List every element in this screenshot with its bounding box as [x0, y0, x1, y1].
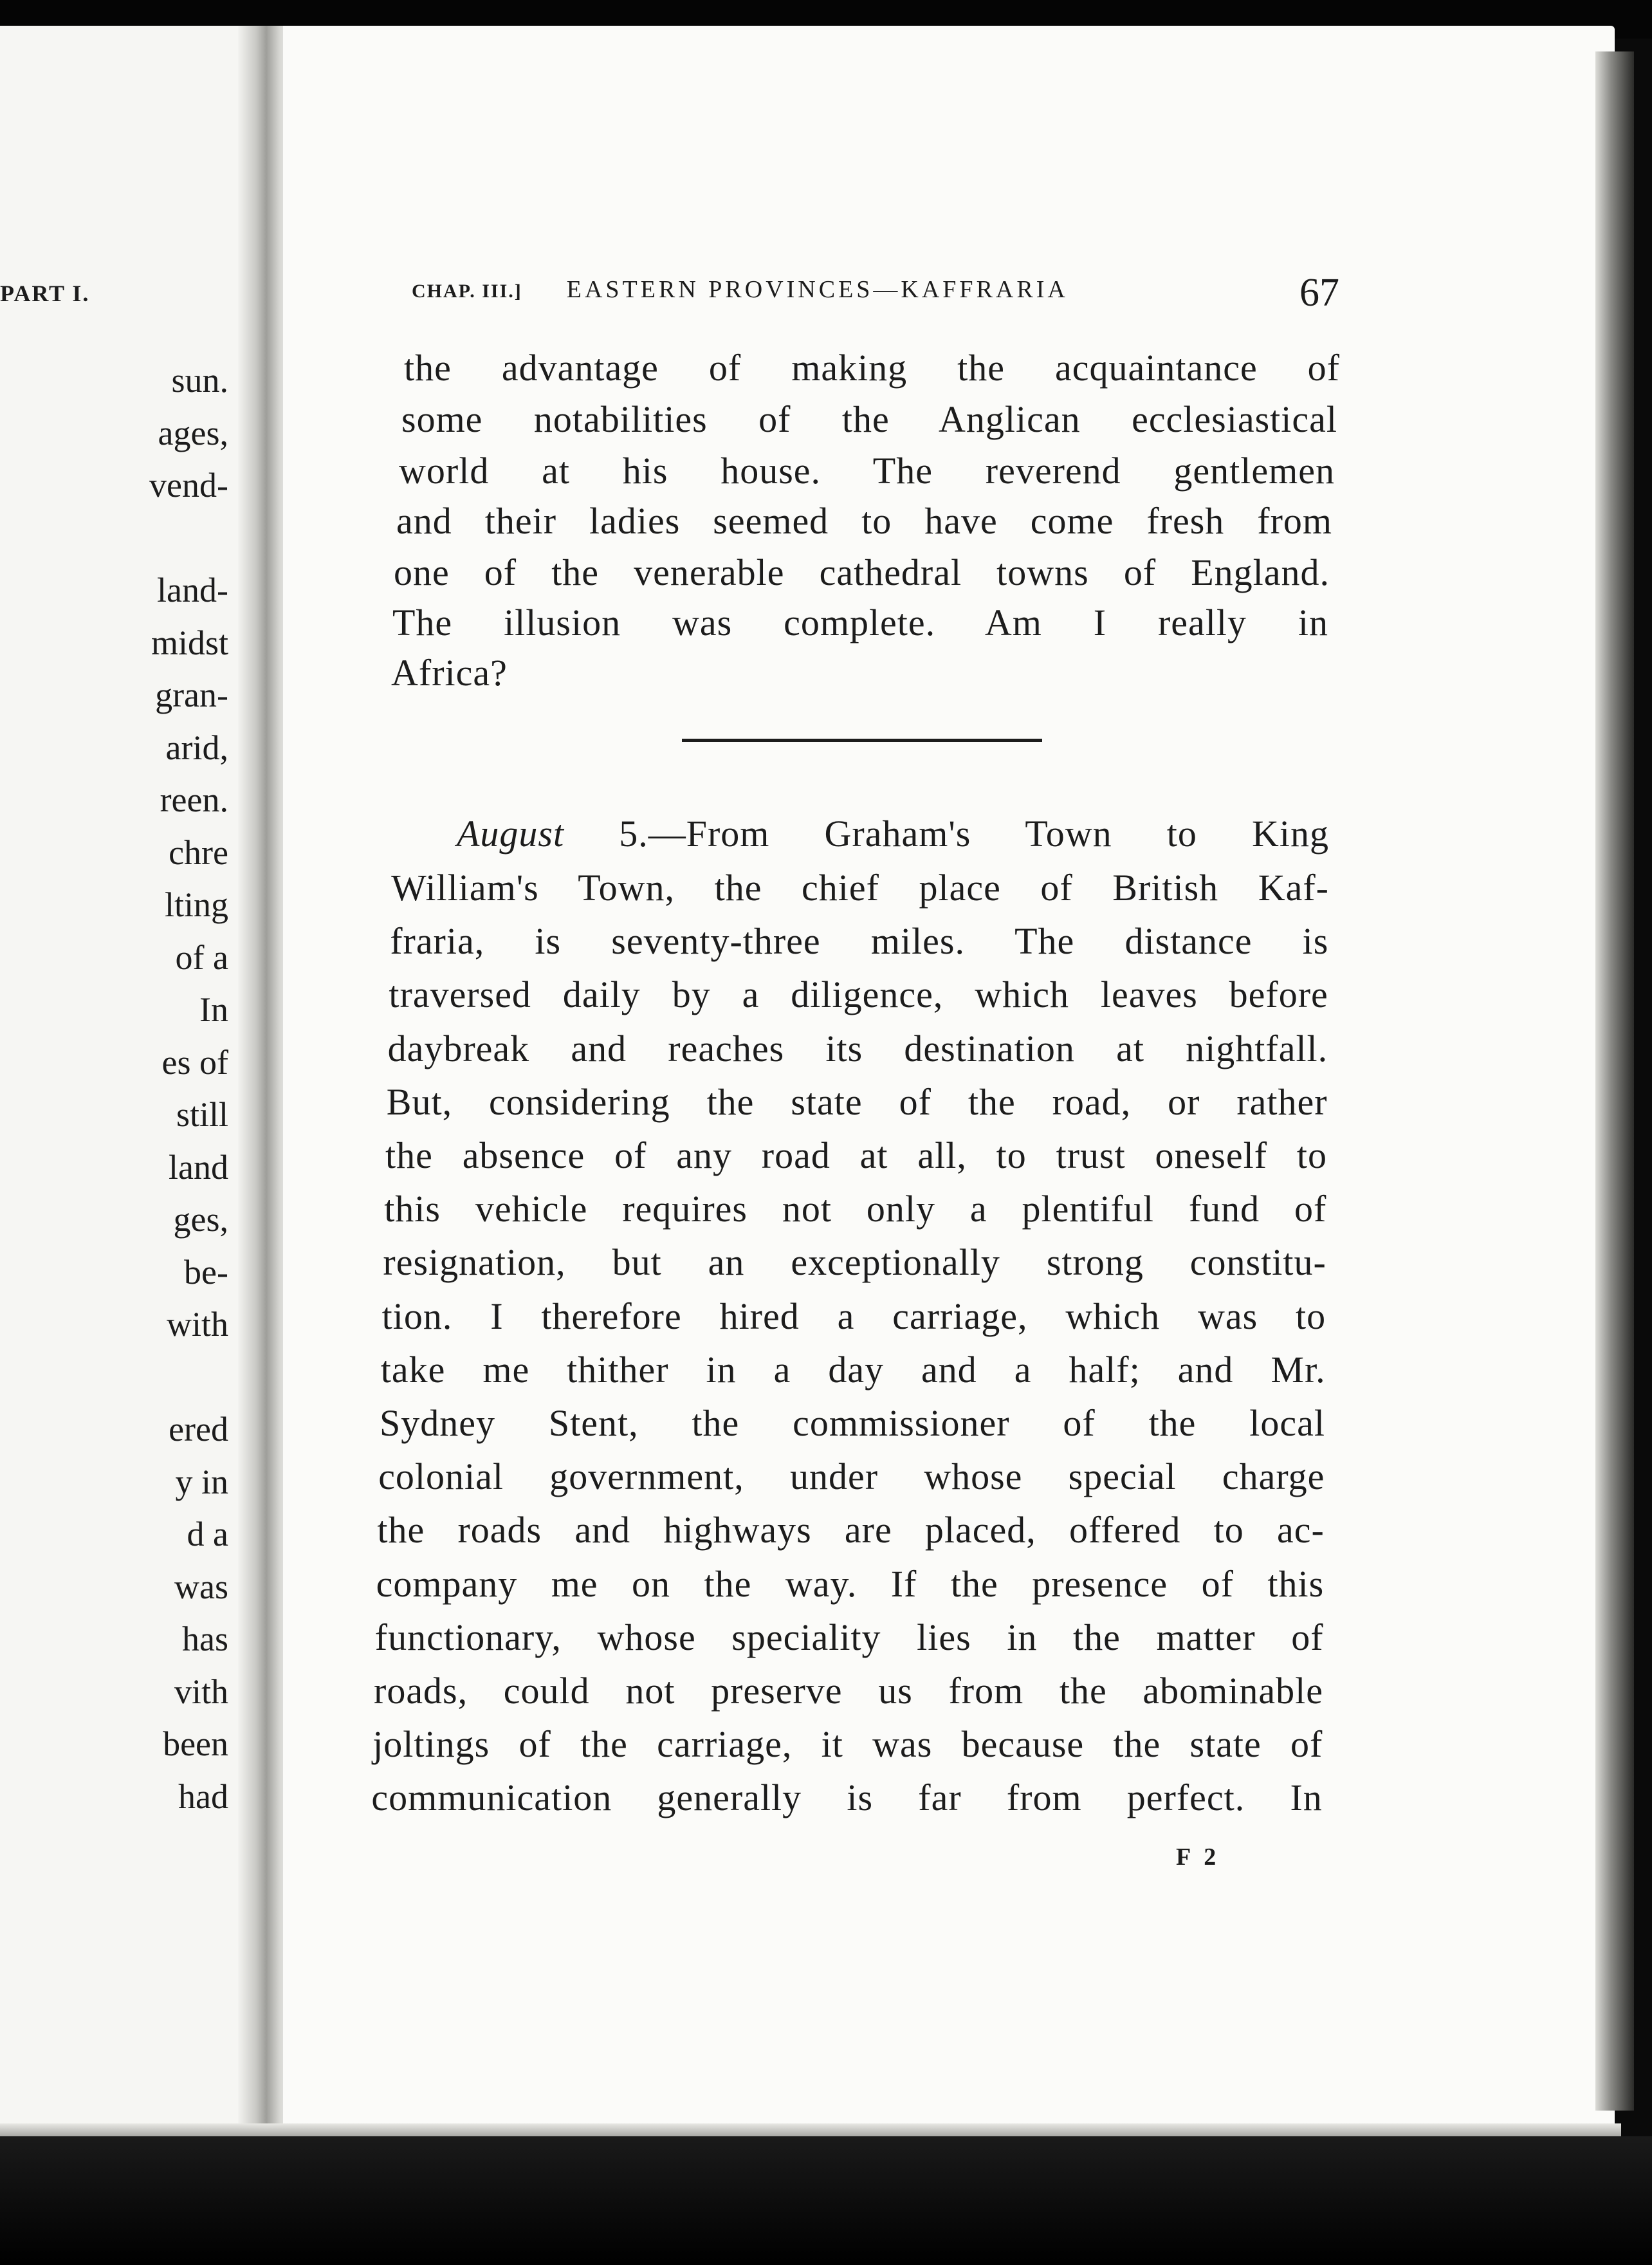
paragraph-2-line: this vehicle requires not only a plentiful fund of [384, 1188, 1327, 1230]
left-page-fragment: of a [175, 938, 228, 977]
left-page-fragment: land [169, 1147, 228, 1187]
left-page-fragment: has [182, 1620, 228, 1658]
left-page-fragment: arid, [165, 728, 228, 767]
section-divider-rule [682, 739, 1042, 742]
first-line-rest: 5.—From Graham's Town to King [619, 813, 1329, 855]
paragraph-2-line: resignation, but an exceptionally strong constitu- [383, 1241, 1326, 1284]
left-page-fragment: sun. [171, 361, 228, 400]
paragraph-2-line: joltings of the carriage, it was because the state of [372, 1723, 1323, 1766]
left-page-header: PART I. [0, 281, 90, 306]
paragraph-2-line: fraria, is seventy-three miles. The distance is [390, 920, 1329, 963]
paragraph-2-line: the roads and highways are placed, offered to ac- [377, 1509, 1325, 1551]
running-head-title: EASTERN PROVINCES—KAFFRARIA [566, 276, 1069, 303]
left-page-fragment: land- [157, 571, 228, 609]
left-page-fragment: with [166, 1305, 228, 1344]
paragraph-2-line: tion. I therefore hired a carriage, which was to [381, 1295, 1326, 1337]
left-page-fragment: ages, [158, 413, 228, 452]
paragraph-2-line: colonial government, under whose special charge [378, 1456, 1325, 1498]
paragraph-2-line: the absence of any road at all, to trust oneself to [385, 1134, 1327, 1176]
paragraph-2-line: company me on the way. If the presence of this [376, 1562, 1325, 1605]
left-page-fragment: d a [187, 1515, 228, 1553]
signature-mark: F 2 [1176, 1844, 1220, 1871]
paragraph-2-line: roads, could not preserve us from the abominable [374, 1670, 1323, 1712]
paragraph-1-line: world at his house. The reverend gentlemen [399, 450, 1335, 492]
paragraph-1-line: The illusion was complete. Am I really in [392, 602, 1328, 643]
left-page-fragment: vend- [149, 466, 228, 504]
paragraph-2-line: functionary, whose speciality lies in the matter of [374, 1616, 1324, 1658]
left-page-fragment: es of [161, 1042, 228, 1082]
paragraph-2-line: But, considering the state of the road, or rather [386, 1080, 1328, 1123]
left-page-fragment: been [163, 1724, 228, 1763]
paragraph-2-line: communication generally is far from perfect. In [371, 1777, 1323, 1819]
date-italic: August [457, 813, 565, 855]
paragraph-1-line: the advantage of making the acquaintance of [404, 347, 1340, 389]
left-page-fragment: gran- [155, 676, 228, 714]
left-page-fragment: chre [169, 833, 228, 872]
paragraph-2-line: traversed daily by a diligence, which leaves before [389, 974, 1328, 1016]
paragraph-2-line: daybreak and reaches its destination at nightfall. [387, 1027, 1328, 1069]
paragraph-1-line: Africa? [391, 652, 508, 694]
left-page-fragment: ered [169, 1410, 228, 1448]
paragraph-2-line: Sydney Stent, the commissioner of the local [380, 1402, 1325, 1444]
left-page-fragment: In [199, 990, 228, 1029]
left-page-fragment: still [176, 1095, 228, 1134]
left-page-fragment: ges, [173, 1200, 228, 1239]
scan-bottom-border [0, 2136, 1652, 2265]
page-number: 67 [1299, 271, 1339, 315]
paragraph-2-line [457, 812, 1329, 855]
running-head-chapter: CHAP. III.] [412, 281, 522, 302]
paragraph-1-line: and their ladies seemed to have come fresh from [396, 500, 1332, 542]
left-page-fragment: lting [164, 885, 228, 924]
paragraph-1-line: some notabilities of the Anglican ecclesiastical [401, 398, 1337, 440]
book-gutter [238, 26, 289, 2143]
left-page-fragment: was [174, 1567, 228, 1606]
paragraph-1-line: one of the venerable cathedral towns of England. [394, 551, 1330, 593]
left-page-fragment: had [178, 1777, 228, 1816]
left-page-fragment: midst [151, 623, 228, 662]
left-page-fragment: y in [175, 1462, 228, 1501]
paragraph-2-line: take me thither in a day and a half; and Mr. [380, 1348, 1326, 1391]
page-edge [1595, 51, 1634, 2111]
left-page-fragment: be- [184, 1252, 228, 1291]
left-page-fragment: reen. [160, 781, 228, 819]
paragraph-2-line: William's Town, the chief place of British Kaf- [391, 867, 1329, 909]
running-head [412, 275, 1069, 304]
left-page-fragment: vith [174, 1672, 228, 1711]
